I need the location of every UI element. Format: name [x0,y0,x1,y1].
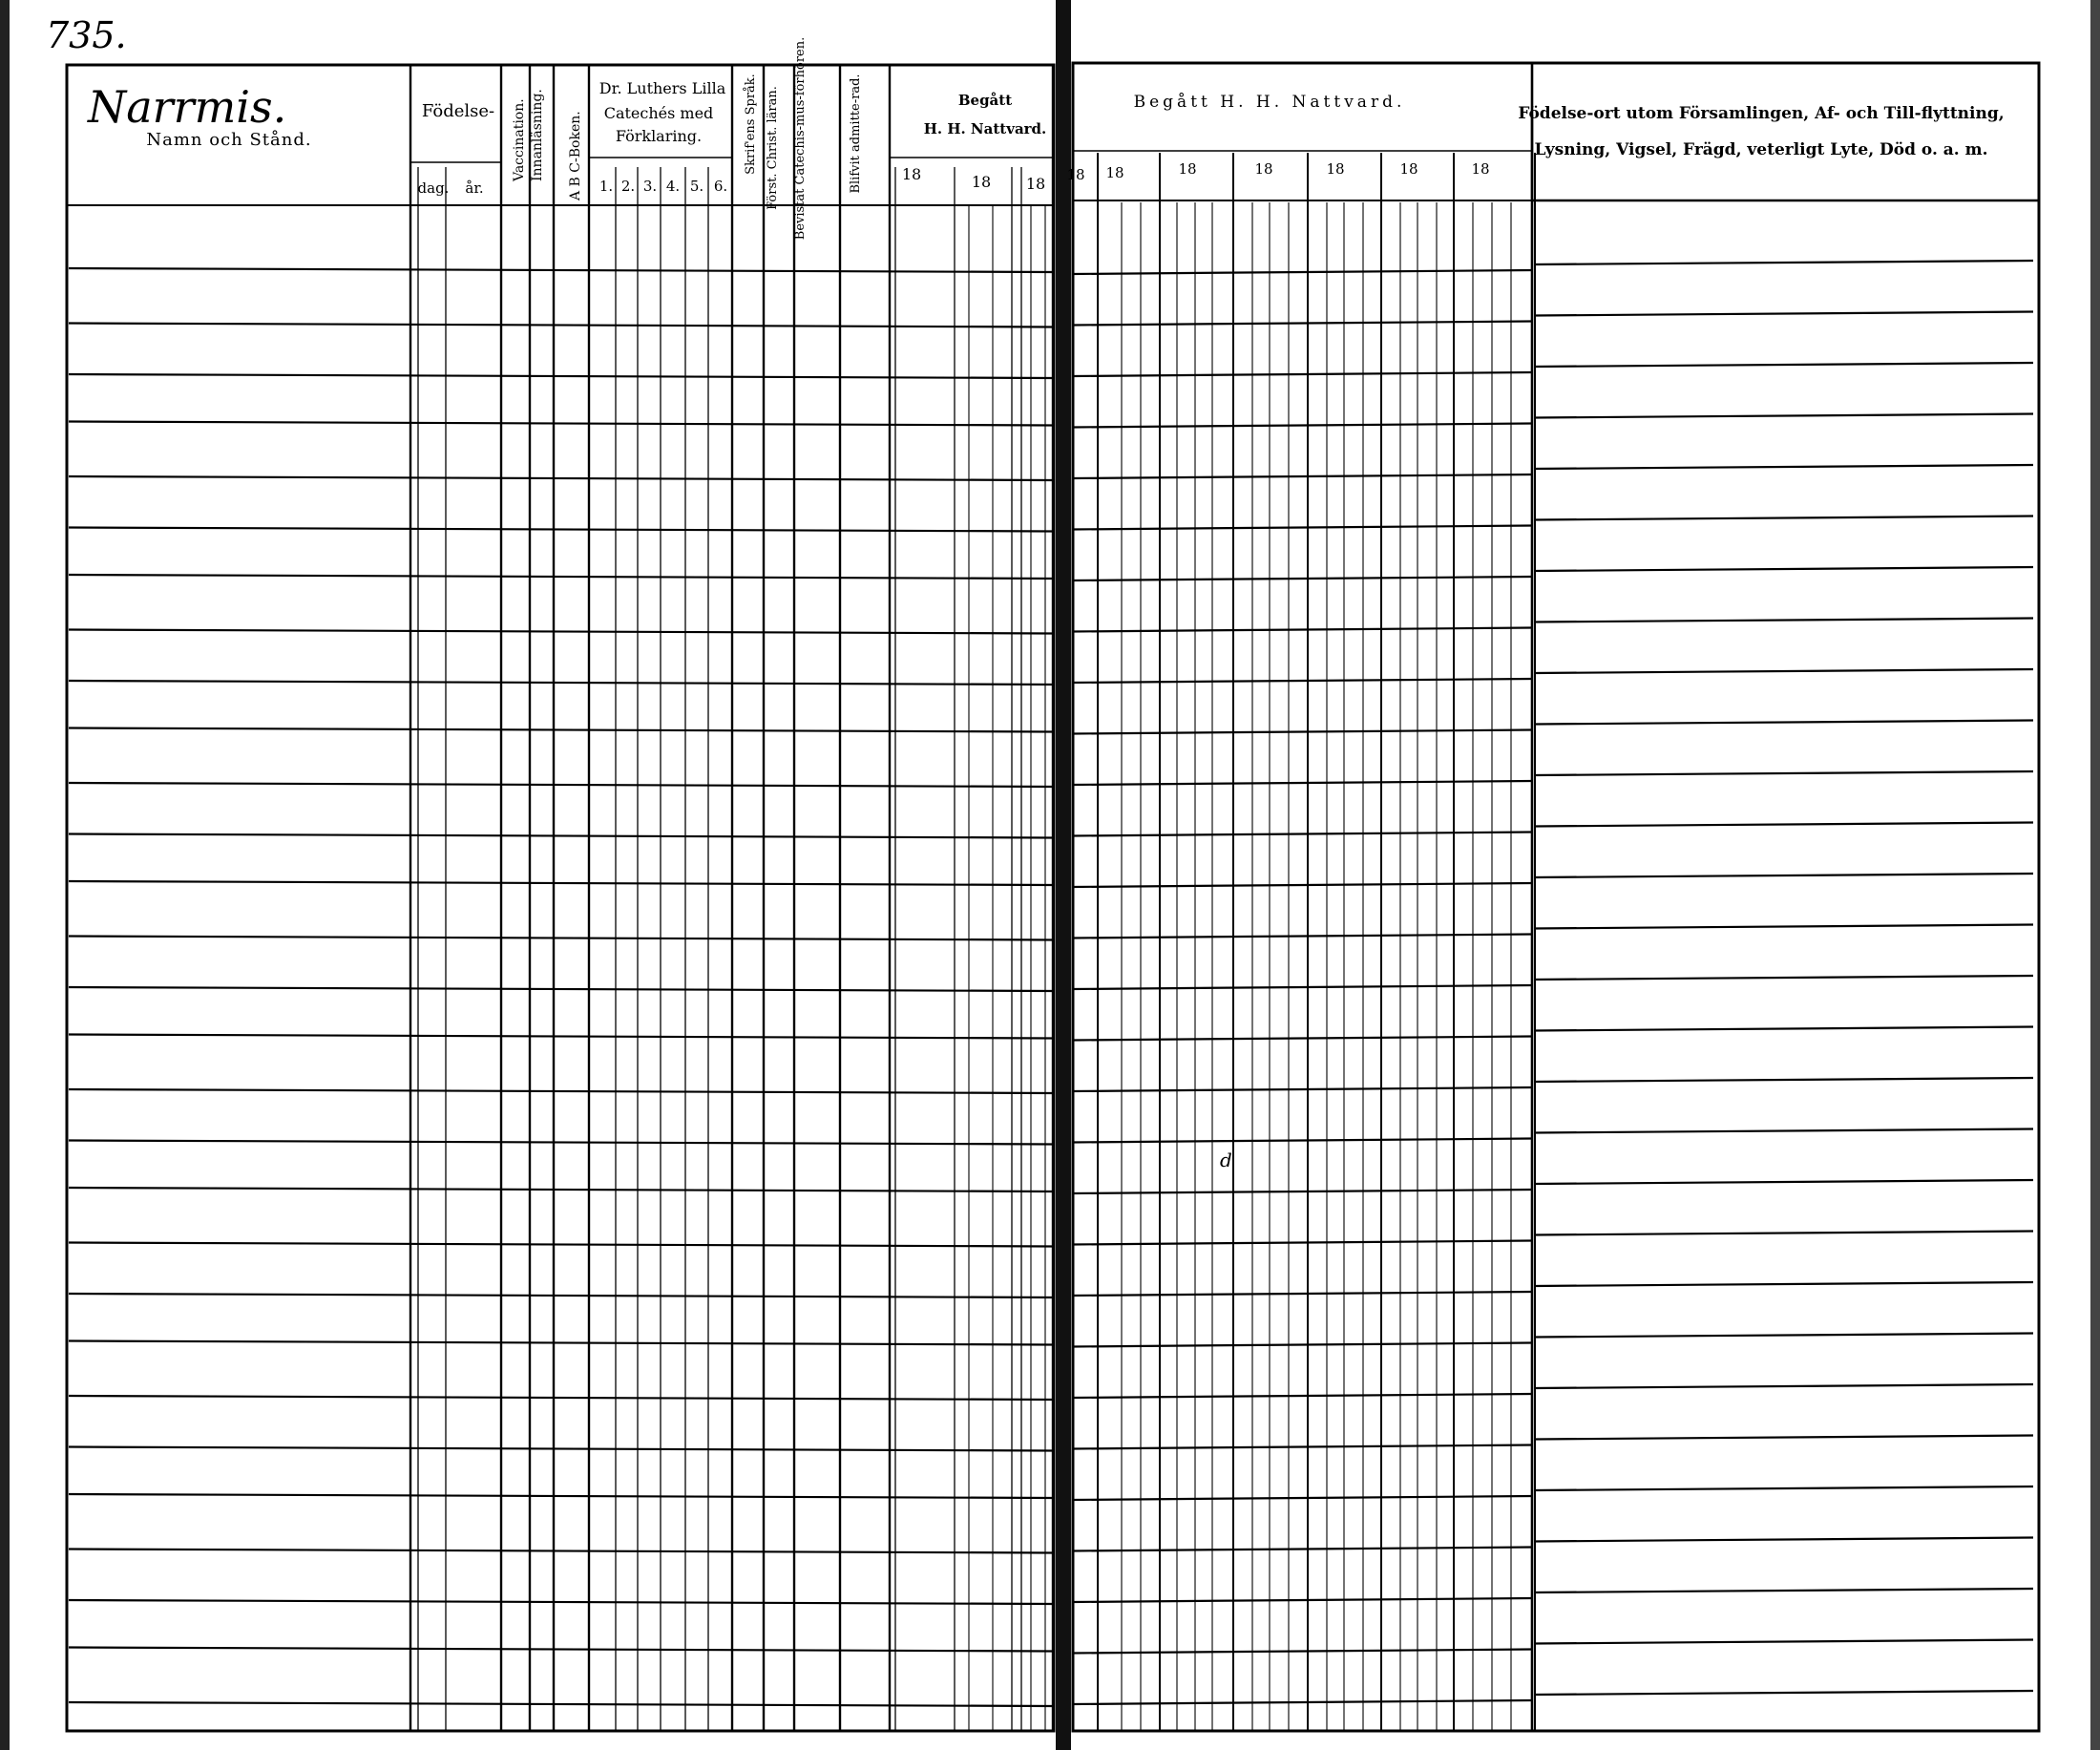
right-year-prefix-2: 18 [1105,164,1124,181]
header-remarks-line1: Födelse-ort utom Församlingen, Af- och Till-flyttning, [1518,104,2005,123]
header-skrift: Skrif'ens Språk. [744,74,758,175]
right-year-prefix-7: 18 [1471,160,1490,178]
catechism-part-1: 1. [598,178,614,195]
page-number: 735. [46,14,127,56]
right-year-prefix-5: 18 [1326,160,1345,178]
header-abc-book: A B C-Boken. [568,111,583,200]
right-year-prefix-6: 18 [1399,160,1418,178]
catechism-part-5: 5. [689,178,704,195]
catechism-part-3: 3. [642,178,658,195]
stray-mark: d [1220,1149,1232,1171]
right-year-prefix-1: 18 [1066,166,1085,183]
header-communion-left-1: Begått [957,92,1013,109]
header-catechism-line1: Dr. Luthers Lilla [598,79,726,97]
left-year-prefix-1: 18 [901,165,922,183]
right-year-prefix-4: 18 [1254,160,1273,178]
place-name: Narrmis. [88,81,287,133]
left-year-prefix-3: 18 [1025,175,1046,193]
right-page-edge [2090,0,2100,1750]
header-communion-left-2: H. H. Nattvard. [923,120,1047,137]
header-catechism-exam [793,37,808,240]
header-communion-right: Begått H. H. Nattvard. [1133,93,1406,112]
header-remarks-line2: Lysning, Vigsel, Frägd, veterligt Lyte, Död o. a. m. [1534,140,1988,159]
catechism-part-2: 2. [620,178,636,195]
catechism-part-6: 6. [713,178,728,195]
header-reading: Innanläsning. [530,89,545,181]
header-vaccination: Vaccination. [512,98,527,181]
header-name-and-status: Namn och Stånd. [146,130,312,150]
book-gutter [1056,0,1071,1750]
catechism-part-4: 4. [665,178,681,195]
header-catechism-line3: Förklaring. [615,127,703,145]
header-christ-lara: Först. Christ. läran. [766,86,780,210]
header-catechism-line2: Catechés med [603,104,714,122]
right-year-prefix-3: 18 [1178,160,1197,178]
left-page-edge [0,0,10,1750]
header-birth-year: år. [465,179,484,197]
header-admitted: Blifvit admitte-rad. [849,74,863,194]
header-birth: Födelse- [421,101,495,121]
header-catechism-exam-text: Bevistat Catechis-mus-förhören. [793,36,808,241]
left-year-prefix-2: 18 [971,173,992,191]
header-birth-day: dag. [417,179,450,197]
